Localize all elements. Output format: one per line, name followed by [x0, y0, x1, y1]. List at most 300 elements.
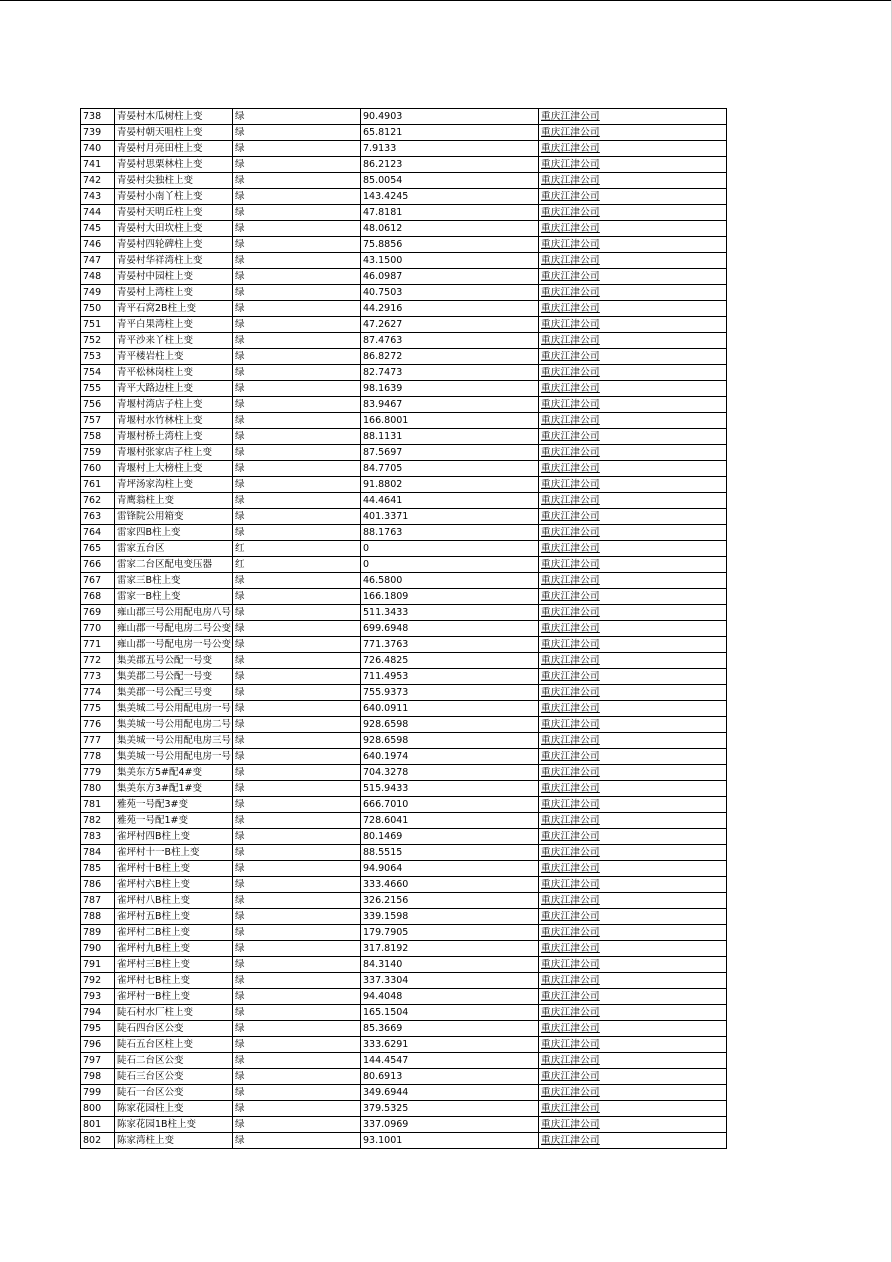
row-id-cell: 787	[81, 893, 115, 909]
value-cell: 40.7503	[361, 285, 539, 301]
station-name-cell: 雷家五台区	[115, 541, 233, 557]
row-id-cell: 797	[81, 1053, 115, 1069]
status-cell: 绿	[233, 589, 361, 605]
table-row	[81, 973, 727, 989]
station-name-cell: 雍山郡一号配电房一号公变	[115, 637, 233, 653]
station-name-cell: 雷家一B柱上变	[115, 589, 233, 605]
value-cell: 401.3371	[361, 509, 539, 525]
station-name-cell: 青平松林岗柱上变	[115, 365, 233, 381]
row-id-cell: 798	[81, 1069, 115, 1085]
table-row	[81, 653, 727, 669]
status-cell: 绿	[233, 909, 361, 925]
value-cell: 48.0612	[361, 221, 539, 237]
row-id-cell: 756	[81, 397, 115, 413]
company-cell: 重庆江津公司	[539, 221, 727, 237]
station-name-cell: 青堰村张家店子柱上变	[115, 445, 233, 461]
status-cell: 绿	[233, 109, 361, 125]
company-cell: 重庆江津公司	[539, 189, 727, 205]
status-cell: 绿	[233, 621, 361, 637]
company-cell: 重庆江津公司	[539, 173, 727, 189]
company-cell: 重庆江津公司	[539, 269, 727, 285]
station-name-cell: 雀坪村七B柱上变	[115, 973, 233, 989]
company-cell: 重庆江津公司	[539, 525, 727, 541]
value-cell: 755.9373	[361, 685, 539, 701]
row-id-cell: 762	[81, 493, 115, 509]
table-row	[81, 413, 727, 429]
station-name-cell: 雀坪村三B柱上变	[115, 957, 233, 973]
value-cell: 511.3433	[361, 605, 539, 621]
value-cell: 326.2156	[361, 893, 539, 909]
table-row	[81, 221, 727, 237]
status-cell: 绿	[233, 1069, 361, 1085]
station-name-cell: 雅苑一号配1#变	[115, 813, 233, 829]
row-id-cell: 739	[81, 125, 115, 141]
status-cell: 绿	[233, 685, 361, 701]
value-cell: 98.1639	[361, 381, 539, 397]
value-cell: 83.9467	[361, 397, 539, 413]
company-cell: 重庆江津公司	[539, 445, 727, 461]
value-cell: 771.3763	[361, 637, 539, 653]
row-id-cell: 749	[81, 285, 115, 301]
value-cell: 87.5697	[361, 445, 539, 461]
table-body	[81, 109, 727, 1149]
station-name-cell: 青晏村天明丘柱上变	[115, 205, 233, 221]
value-cell: 85.0054	[361, 173, 539, 189]
value-cell: 179.7905	[361, 925, 539, 941]
company-cell: 重庆江津公司	[539, 109, 727, 125]
value-cell: 928.6598	[361, 733, 539, 749]
row-id-cell: 772	[81, 653, 115, 669]
station-name-cell: 雍山郡三号公用配电房八号	[115, 605, 233, 621]
status-cell: 绿	[233, 413, 361, 429]
station-name-cell: 雀坪村六B柱上变	[115, 877, 233, 893]
row-id-cell: 790	[81, 941, 115, 957]
value-cell: 84.3140	[361, 957, 539, 973]
value-cell: 82.7473	[361, 365, 539, 381]
table-row	[81, 765, 727, 781]
table-row	[81, 717, 727, 733]
table-row	[81, 1037, 727, 1053]
station-name-cell: 雀坪村八B柱上变	[115, 893, 233, 909]
station-name-cell: 青坪汤家沟柱上变	[115, 477, 233, 493]
company-cell: 重庆江津公司	[539, 973, 727, 989]
company-cell: 重庆江津公司	[539, 925, 727, 941]
company-cell: 重庆江津公司	[539, 157, 727, 173]
row-id-cell: 800	[81, 1101, 115, 1117]
status-cell: 绿	[233, 717, 361, 733]
table-row	[81, 205, 727, 221]
station-name-cell: 雀坪村九B柱上变	[115, 941, 233, 957]
station-name-cell: 青晏村中园柱上变	[115, 269, 233, 285]
row-id-cell: 776	[81, 717, 115, 733]
station-name-cell: 青堰村桥土湾柱上变	[115, 429, 233, 445]
value-cell: 333.6291	[361, 1037, 539, 1053]
table-row	[81, 1069, 727, 1085]
value-cell: 65.8121	[361, 125, 539, 141]
status-cell: 绿	[233, 253, 361, 269]
row-id-cell: 748	[81, 269, 115, 285]
table-row	[81, 525, 727, 541]
status-cell: 绿	[233, 973, 361, 989]
table-row	[81, 941, 727, 957]
status-cell: 绿	[233, 781, 361, 797]
row-id-cell: 778	[81, 749, 115, 765]
row-id-cell: 788	[81, 909, 115, 925]
table-row	[81, 477, 727, 493]
row-id-cell: 792	[81, 973, 115, 989]
table-row	[81, 365, 727, 381]
table-row	[81, 909, 727, 925]
table-row	[81, 253, 727, 269]
company-cell: 重庆江津公司	[539, 333, 727, 349]
table-row	[81, 429, 727, 445]
status-cell: 绿	[233, 669, 361, 685]
company-cell: 重庆江津公司	[539, 957, 727, 973]
value-cell: 91.8802	[361, 477, 539, 493]
row-id-cell: 767	[81, 573, 115, 589]
company-cell: 重庆江津公司	[539, 1053, 727, 1069]
status-cell: 绿	[233, 237, 361, 253]
company-cell: 重庆江津公司	[539, 717, 727, 733]
row-id-cell: 777	[81, 733, 115, 749]
table-row	[81, 733, 727, 749]
company-cell: 重庆江津公司	[539, 365, 727, 381]
table-row	[81, 269, 727, 285]
company-cell: 重庆江津公司	[539, 733, 727, 749]
company-cell: 重庆江津公司	[539, 589, 727, 605]
status-cell: 绿	[233, 989, 361, 1005]
company-cell: 重庆江津公司	[539, 461, 727, 477]
row-id-cell: 757	[81, 413, 115, 429]
station-name-cell: 集美东方5#配4#变	[115, 765, 233, 781]
status-cell: 绿	[233, 317, 361, 333]
status-cell: 绿	[233, 205, 361, 221]
company-cell: 重庆江津公司	[539, 1021, 727, 1037]
company-cell: 重庆江津公司	[539, 909, 727, 925]
row-id-cell: 744	[81, 205, 115, 221]
row-id-cell: 765	[81, 541, 115, 557]
value-cell: 0	[361, 557, 539, 573]
table-row	[81, 285, 727, 301]
table-row	[81, 189, 727, 205]
value-cell: 317.8192	[361, 941, 539, 957]
row-id-cell: 802	[81, 1133, 115, 1149]
table-row	[81, 333, 727, 349]
value-cell: 640.0911	[361, 701, 539, 717]
company-cell: 重庆江津公司	[539, 573, 727, 589]
table-row	[81, 829, 727, 845]
station-name-cell: 青晏村大田坎柱上变	[115, 221, 233, 237]
row-id-cell: 763	[81, 509, 115, 525]
company-cell: 重庆江津公司	[539, 669, 727, 685]
table-row	[81, 125, 727, 141]
table-row	[81, 237, 727, 253]
station-name-cell: 青晏村四轮碑柱上变	[115, 237, 233, 253]
status-cell: 绿	[233, 445, 361, 461]
value-cell: 928.6598	[361, 717, 539, 733]
value-cell: 88.1763	[361, 525, 539, 541]
value-cell: 515.9433	[361, 781, 539, 797]
status-cell: 绿	[233, 285, 361, 301]
row-id-cell: 743	[81, 189, 115, 205]
value-cell: 46.0987	[361, 269, 539, 285]
status-cell: 绿	[233, 941, 361, 957]
value-cell: 88.5515	[361, 845, 539, 861]
status-cell: 绿	[233, 333, 361, 349]
row-id-cell: 793	[81, 989, 115, 1005]
row-id-cell: 759	[81, 445, 115, 461]
company-cell: 重庆江津公司	[539, 429, 727, 445]
table-row	[81, 397, 727, 413]
table-row	[81, 621, 727, 637]
company-cell: 重庆江津公司	[539, 1005, 727, 1021]
company-cell: 重庆江津公司	[539, 781, 727, 797]
station-name-cell: 青晏村尖独柱上变	[115, 173, 233, 189]
status-cell: 绿	[233, 765, 361, 781]
row-id-cell: 770	[81, 621, 115, 637]
company-cell: 重庆江津公司	[539, 861, 727, 877]
value-cell: 75.8856	[361, 237, 539, 253]
status-cell: 绿	[233, 493, 361, 509]
table-row	[81, 605, 727, 621]
station-name-cell: 青堰村水竹林柱上变	[115, 413, 233, 429]
value-cell: 711.4953	[361, 669, 539, 685]
status-cell: 绿	[233, 1021, 361, 1037]
station-name-cell: 陡石三台区公变	[115, 1069, 233, 1085]
station-name-cell: 陡石二台区公变	[115, 1053, 233, 1069]
station-name-cell: 雀坪村五B柱上变	[115, 909, 233, 925]
value-cell: 47.8181	[361, 205, 539, 221]
table-row	[81, 781, 727, 797]
company-cell: 重庆江津公司	[539, 605, 727, 621]
table-row	[81, 669, 727, 685]
station-name-cell: 集美郡五号公配一号变	[115, 653, 233, 669]
status-cell: 绿	[233, 1053, 361, 1069]
company-cell: 重庆江津公司	[539, 301, 727, 317]
row-id-cell: 801	[81, 1117, 115, 1133]
table-row	[81, 1117, 727, 1133]
value-cell: 47.2627	[361, 317, 539, 333]
row-id-cell: 781	[81, 797, 115, 813]
value-cell: 86.2123	[361, 157, 539, 173]
row-id-cell: 774	[81, 685, 115, 701]
company-cell: 重庆江津公司	[539, 253, 727, 269]
company-cell: 重庆江津公司	[539, 1037, 727, 1053]
company-cell: 重庆江津公司	[539, 557, 727, 573]
row-id-cell: 747	[81, 253, 115, 269]
row-id-cell: 755	[81, 381, 115, 397]
company-cell: 重庆江津公司	[539, 685, 727, 701]
company-cell: 重庆江津公司	[539, 141, 727, 157]
company-cell: 重庆江津公司	[539, 621, 727, 637]
table-row	[81, 925, 727, 941]
station-name-cell: 青堰村湾店子柱上变	[115, 397, 233, 413]
value-cell: 337.3304	[361, 973, 539, 989]
table-row	[81, 573, 727, 589]
value-cell: 80.6913	[361, 1069, 539, 1085]
row-id-cell: 769	[81, 605, 115, 621]
table-row	[81, 813, 727, 829]
transformer-table	[80, 108, 727, 1149]
station-name-cell: 陈家花园柱上变	[115, 1101, 233, 1117]
company-cell: 重庆江津公司	[539, 1133, 727, 1149]
company-cell: 重庆江津公司	[539, 1117, 727, 1133]
value-cell: 166.8001	[361, 413, 539, 429]
value-cell: 7.9133	[361, 141, 539, 157]
station-name-cell: 雀坪村四B柱上变	[115, 829, 233, 845]
status-cell: 绿	[233, 605, 361, 621]
value-cell: 726.4825	[361, 653, 539, 669]
status-cell: 绿	[233, 573, 361, 589]
station-name-cell: 青晏村上湾柱上变	[115, 285, 233, 301]
station-name-cell: 青晏村朝天咀柱上变	[115, 125, 233, 141]
company-cell: 重庆江津公司	[539, 125, 727, 141]
company-cell: 重庆江津公司	[539, 381, 727, 397]
station-name-cell: 雀坪村十一B柱上变	[115, 845, 233, 861]
row-id-cell: 784	[81, 845, 115, 861]
value-cell: 666.7010	[361, 797, 539, 813]
row-id-cell: 741	[81, 157, 115, 173]
status-cell: 绿	[233, 957, 361, 973]
station-name-cell: 青平白果湾柱上变	[115, 317, 233, 333]
status-cell: 绿	[233, 525, 361, 541]
value-cell: 333.4660	[361, 877, 539, 893]
company-cell: 重庆江津公司	[539, 941, 727, 957]
value-cell: 43.1500	[361, 253, 539, 269]
status-cell: 红	[233, 557, 361, 573]
status-cell: 绿	[233, 301, 361, 317]
row-id-cell: 791	[81, 957, 115, 973]
station-name-cell: 雀坪村一B柱上变	[115, 989, 233, 1005]
station-name-cell: 雀坪村十B柱上变	[115, 861, 233, 877]
value-cell: 46.5800	[361, 573, 539, 589]
value-cell: 84.7705	[361, 461, 539, 477]
company-cell: 重庆江津公司	[539, 541, 727, 557]
company-cell: 重庆江津公司	[539, 653, 727, 669]
value-cell: 44.2916	[361, 301, 539, 317]
status-cell: 绿	[233, 797, 361, 813]
station-name-cell: 集美城一号公用配电房二号	[115, 717, 233, 733]
value-cell: 728.6041	[361, 813, 539, 829]
station-name-cell: 青平石窝2B柱上变	[115, 301, 233, 317]
company-cell: 重庆江津公司	[539, 285, 727, 301]
station-name-cell: 雷家三B柱上变	[115, 573, 233, 589]
status-cell: 绿	[233, 893, 361, 909]
company-cell: 重庆江津公司	[539, 701, 727, 717]
table-row	[81, 109, 727, 125]
value-cell: 337.0969	[361, 1117, 539, 1133]
table-row	[81, 157, 727, 173]
status-cell: 绿	[233, 861, 361, 877]
value-cell: 339.1598	[361, 909, 539, 925]
status-cell: 绿	[233, 461, 361, 477]
station-name-cell: 雀坪村二B柱上变	[115, 925, 233, 941]
table-row	[81, 877, 727, 893]
company-cell: 重庆江津公司	[539, 317, 727, 333]
table-row	[81, 1085, 727, 1101]
table-row	[81, 381, 727, 397]
value-cell: 90.4903	[361, 109, 539, 125]
value-cell: 166.1809	[361, 589, 539, 605]
table-row	[81, 861, 727, 877]
row-id-cell: 775	[81, 701, 115, 717]
company-cell: 重庆江津公司	[539, 493, 727, 509]
row-id-cell: 740	[81, 141, 115, 157]
row-id-cell: 752	[81, 333, 115, 349]
table-row	[81, 461, 727, 477]
row-id-cell: 738	[81, 109, 115, 125]
station-name-cell: 集美东方3#配1#变	[115, 781, 233, 797]
company-cell: 重庆江津公司	[539, 397, 727, 413]
station-name-cell: 陈家湾柱上变	[115, 1133, 233, 1149]
row-id-cell: 768	[81, 589, 115, 605]
status-cell: 绿	[233, 221, 361, 237]
status-cell: 绿	[233, 701, 361, 717]
company-cell: 重庆江津公司	[539, 413, 727, 429]
row-id-cell: 764	[81, 525, 115, 541]
company-cell: 重庆江津公司	[539, 1069, 727, 1085]
station-name-cell: 雅苑一号配3#变	[115, 797, 233, 813]
row-id-cell: 796	[81, 1037, 115, 1053]
row-id-cell: 742	[81, 173, 115, 189]
row-id-cell: 766	[81, 557, 115, 573]
company-cell: 重庆江津公司	[539, 349, 727, 365]
table-row	[81, 493, 727, 509]
row-id-cell: 794	[81, 1005, 115, 1021]
station-name-cell: 青晏村华祥湾柱上变	[115, 253, 233, 269]
row-id-cell: 745	[81, 221, 115, 237]
status-cell: 绿	[233, 829, 361, 845]
value-cell: 87.4763	[361, 333, 539, 349]
status-cell: 绿	[233, 637, 361, 653]
table-row	[81, 893, 727, 909]
company-cell: 重庆江津公司	[539, 749, 727, 765]
company-cell: 重庆江津公司	[539, 477, 727, 493]
row-id-cell: 779	[81, 765, 115, 781]
row-id-cell: 795	[81, 1021, 115, 1037]
row-id-cell: 786	[81, 877, 115, 893]
status-cell: 绿	[233, 397, 361, 413]
table-row	[81, 1133, 727, 1149]
row-id-cell: 758	[81, 429, 115, 445]
row-id-cell: 782	[81, 813, 115, 829]
station-name-cell: 集美郡二号公配一号变	[115, 669, 233, 685]
row-id-cell: 761	[81, 477, 115, 493]
company-cell: 重庆江津公司	[539, 989, 727, 1005]
row-id-cell: 789	[81, 925, 115, 941]
table-row	[81, 173, 727, 189]
table-row	[81, 1021, 727, 1037]
table-row	[81, 749, 727, 765]
station-name-cell: 青鹰翁柱上变	[115, 493, 233, 509]
row-id-cell: 760	[81, 461, 115, 477]
status-cell: 绿	[233, 381, 361, 397]
table-row	[81, 317, 727, 333]
row-id-cell: 771	[81, 637, 115, 653]
value-cell: 379.5325	[361, 1101, 539, 1117]
row-id-cell: 746	[81, 237, 115, 253]
company-cell: 重庆江津公司	[539, 877, 727, 893]
status-cell: 绿	[233, 749, 361, 765]
company-cell: 重庆江津公司	[539, 237, 727, 253]
row-id-cell: 773	[81, 669, 115, 685]
value-cell: 699.6948	[361, 621, 539, 637]
company-cell: 重庆江津公司	[539, 509, 727, 525]
station-name-cell: 集美城二号公用配电房一号	[115, 701, 233, 717]
station-name-cell: 陈家花园1B柱上变	[115, 1117, 233, 1133]
company-cell: 重庆江津公司	[539, 1101, 727, 1117]
company-cell: 重庆江津公司	[539, 813, 727, 829]
